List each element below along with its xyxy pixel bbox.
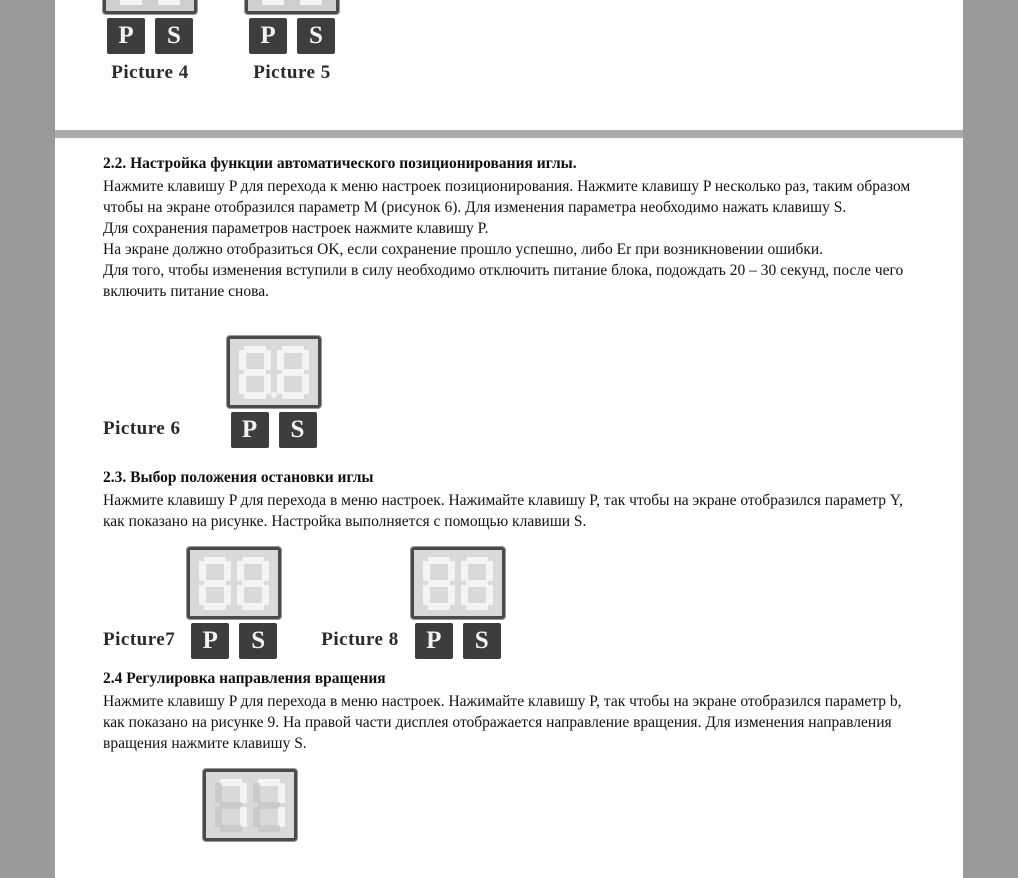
section-paragraph: Нажмите клавишу P для перехода к меню настроек позиционирования. Нажмите клавишу P несколько раз, таким образом чтобы на экране отобразился параметр M (рисунок 6). Для изменения параметра необходимо нажать клавишу S.	[103, 177, 911, 216]
seven-segment-digit	[236, 556, 270, 610]
segment-d-icon	[244, 392, 266, 399]
segment-c-icon	[302, 374, 309, 394]
section-2-2	[103, 154, 915, 302]
segment-e-icon	[253, 807, 260, 827]
segment-f-icon	[253, 783, 260, 803]
seven-segment-digit	[252, 778, 286, 832]
key-s[interactable]: S	[155, 18, 193, 54]
document-body	[55, 130, 963, 841]
segment-b-icon	[448, 561, 455, 581]
key-row	[411, 623, 505, 659]
segment-e-icon	[423, 585, 430, 605]
seven-segment-digit	[198, 556, 232, 610]
segment-a-icon	[282, 346, 304, 353]
display-module	[245, 0, 339, 84]
segment-g-icon	[428, 580, 450, 587]
figure-row-7-8	[103, 547, 915, 659]
display-module	[411, 547, 505, 659]
segment-d-icon	[428, 603, 450, 610]
display-module	[203, 769, 297, 841]
section-heading: 2.4 Регулировка направления вращения	[103, 670, 386, 688]
figure-caption: Picture 8	[321, 629, 399, 651]
key-s[interactable]: S	[279, 412, 317, 448]
key-p[interactable]: P	[249, 18, 287, 54]
seven-segment-screen	[203, 769, 297, 841]
section-heading: 2.2. Настройка функции автоматического позиционирования иглы.	[103, 155, 577, 172]
seven-segment-digit	[256, 0, 290, 5]
seven-segment-screen	[411, 547, 505, 619]
figure-caption: Picture 6	[103, 418, 181, 440]
seven-segment-screen	[227, 336, 321, 408]
section-paragraph: Нажмите клавишу P для перехода в меню настроек. Нажимайте клавишу P, так чтобы на экране отобразился параметр Y, как показано на рисунке. Настройка выполняется с помощью клавиши S.	[103, 492, 903, 531]
segment-f-icon	[423, 561, 430, 581]
segment-c-icon	[486, 585, 493, 605]
segment-g-icon	[258, 802, 280, 809]
segment-a-icon	[258, 779, 280, 786]
segment-d-icon	[242, 603, 264, 610]
segment-b-icon	[262, 561, 269, 581]
segment-d-icon	[262, 0, 284, 5]
seven-segment-digit	[276, 345, 310, 399]
segment-a-icon	[428, 557, 450, 564]
segment-c-icon	[278, 807, 285, 827]
figure-picture-6	[103, 336, 915, 448]
seven-segment-digit	[152, 0, 186, 5]
segment-c-icon	[224, 585, 231, 605]
segment-d-icon	[258, 825, 280, 832]
section-paragraph: Нажмите клавишу P для перехода в меню настроек. Нажимайте клавишу P, так чтобы на экране отобразился параметр b, как показано на рисунке 9. На правой части дисплея отображается направление вращения. Для изменения направления вращения нажмите клавишу S.	[103, 693, 902, 752]
section-paragraph: Для того, чтобы изменения вступили в силу необходимо отключить питание блока, подождать 20 – 30 секунд, после чего включить питание снова.	[103, 261, 904, 300]
segment-e-icon	[461, 585, 468, 605]
document-page	[55, 0, 963, 878]
key-row	[187, 623, 281, 659]
segment-e-icon	[239, 374, 246, 394]
segment-b-icon	[224, 561, 231, 581]
segment-a-icon	[220, 779, 242, 786]
seven-segment-screen	[245, 0, 339, 14]
key-row	[103, 18, 197, 54]
segment-d-icon	[220, 825, 242, 832]
segment-f-icon	[277, 350, 284, 370]
section-paragraph: На экране должно отобразиться OK, если сохранение прошло успешно, либо Er при возникновении ошибки.	[103, 240, 824, 258]
key-p[interactable]: P	[231, 412, 269, 448]
segment-d-icon	[300, 0, 322, 5]
seven-segment-digit	[114, 0, 148, 5]
segment-c-icon	[262, 585, 269, 605]
seven-segment-screen	[187, 547, 281, 619]
segment-g-icon	[242, 580, 264, 587]
seven-segment-digit	[460, 556, 494, 610]
seven-segment-digit	[214, 778, 248, 832]
segment-f-icon	[461, 561, 468, 581]
segment-c-icon	[240, 807, 247, 827]
display-module	[103, 0, 197, 84]
section-2-3	[103, 468, 915, 533]
segment-g-icon	[466, 580, 488, 587]
segment-a-icon	[466, 557, 488, 564]
seven-segment-digit	[238, 345, 272, 399]
figure-caption: Picture 5	[253, 62, 331, 83]
seven-segment-digit	[422, 556, 456, 610]
section-paragraph: Для сохранения параметров настроек нажмите клавишу P.	[103, 219, 489, 237]
segment-a-icon	[204, 557, 226, 564]
segment-f-icon	[199, 561, 206, 581]
figure-picture-5	[245, 0, 339, 84]
display-module	[187, 547, 281, 659]
segment-a-icon	[244, 346, 266, 353]
segment-e-icon	[237, 585, 244, 605]
figure-picture-8	[321, 547, 505, 659]
segment-e-icon	[277, 374, 284, 394]
key-s[interactable]: S	[239, 623, 277, 659]
key-row	[227, 412, 321, 448]
segment-d-icon	[466, 603, 488, 610]
key-s[interactable]: S	[463, 623, 501, 659]
top-figure-strip	[55, 0, 963, 130]
segment-f-icon	[239, 350, 246, 370]
top-figure-row	[103, 0, 513, 84]
segment-a-icon	[242, 557, 264, 564]
segment-f-icon	[237, 561, 244, 581]
segment-b-icon	[486, 561, 493, 581]
segment-g-icon	[244, 369, 266, 376]
figure-caption: Picture 4	[111, 62, 189, 83]
segment-d-icon	[120, 0, 142, 5]
segment-b-icon	[264, 350, 271, 370]
seven-segment-screen	[103, 0, 197, 14]
display-module	[227, 336, 321, 448]
key-s[interactable]: S	[297, 18, 335, 54]
key-p[interactable]: P	[415, 623, 453, 659]
segment-b-icon	[302, 350, 309, 370]
segment-c-icon	[264, 374, 271, 394]
segment-g-icon	[204, 580, 226, 587]
key-p[interactable]: P	[191, 623, 229, 659]
figure-picture-7	[103, 547, 281, 659]
section-2-4	[103, 669, 915, 755]
segment-g-icon	[220, 802, 242, 809]
segment-e-icon	[215, 807, 222, 827]
figure-picture-9	[203, 769, 915, 841]
figure-picture-4	[103, 0, 197, 84]
segment-b-icon	[278, 783, 285, 803]
section-heading: 2.3. Выбор положения остановки иглы	[103, 469, 374, 487]
figure-caption: Picture7	[103, 629, 176, 651]
segment-e-icon	[199, 585, 206, 605]
segment-f-icon	[215, 783, 222, 803]
segment-d-icon	[204, 603, 226, 610]
key-p[interactable]: P	[107, 18, 145, 54]
segment-b-icon	[240, 783, 247, 803]
segment-c-icon	[448, 585, 455, 605]
segment-d-icon	[158, 0, 180, 5]
segment-g-icon	[282, 369, 304, 376]
segment-d-icon	[282, 392, 304, 399]
key-row	[245, 18, 339, 54]
seven-segment-digit	[294, 0, 328, 5]
